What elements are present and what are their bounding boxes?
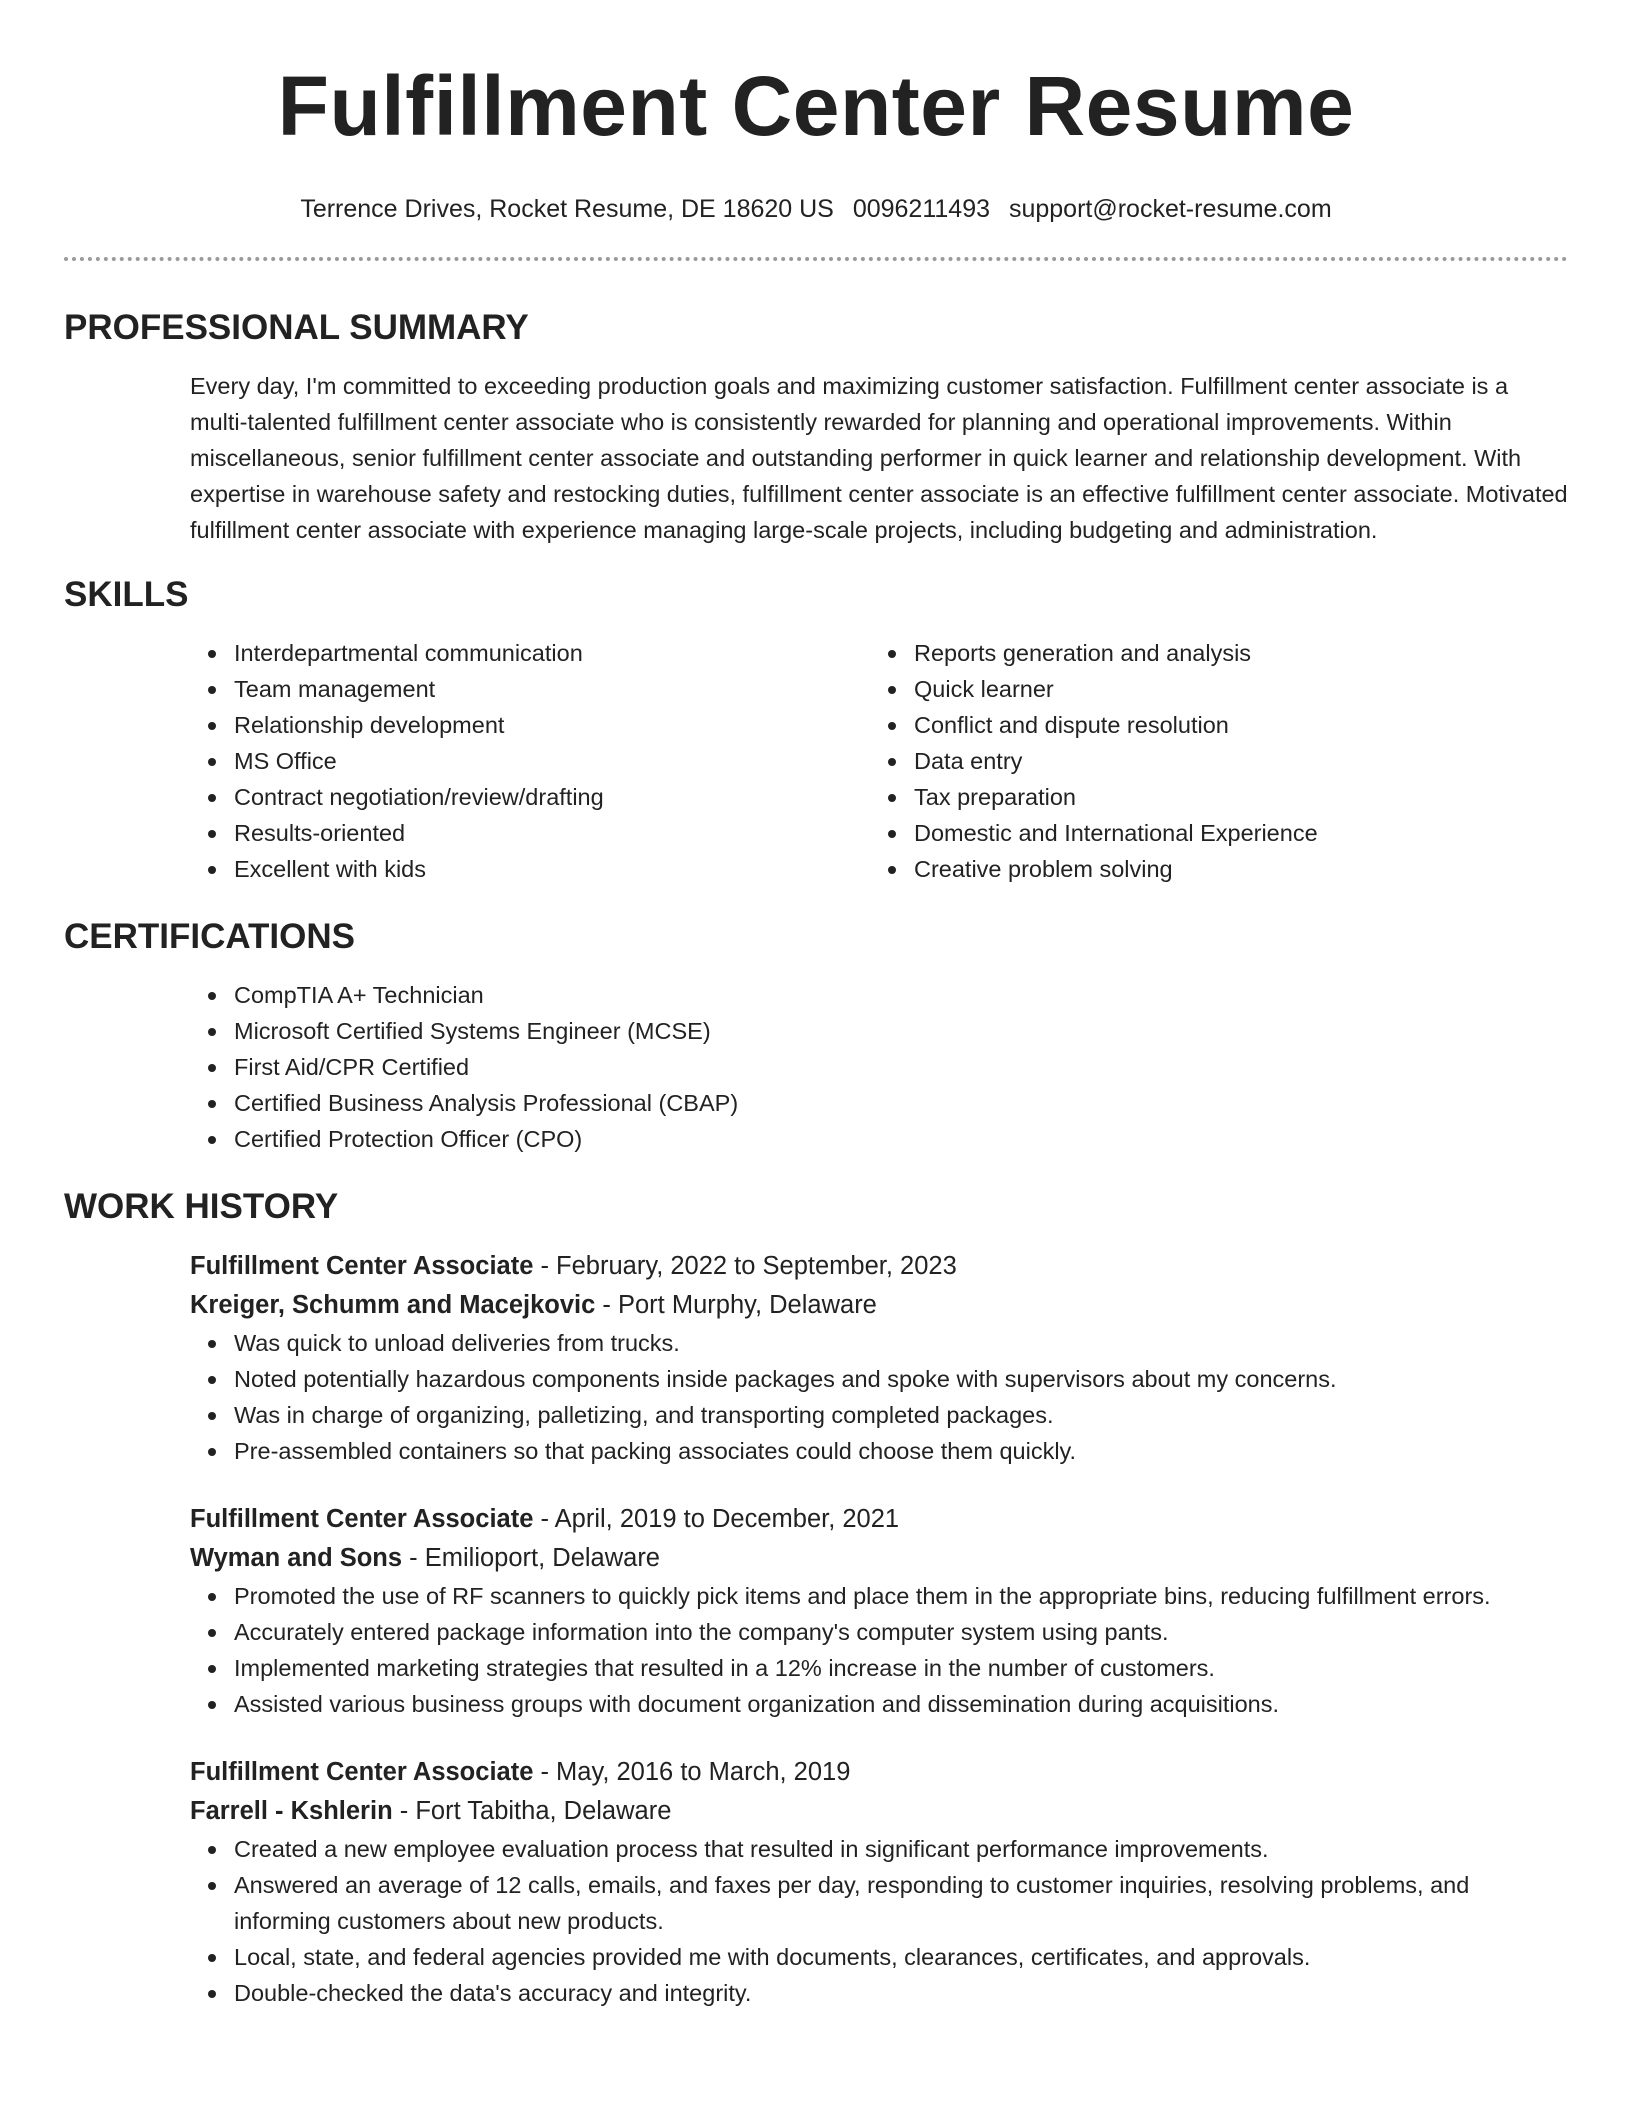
summary-text: Every day, I'm committed to exceeding production goals and maximizing customer satisfaction. Fulfillment center associate is a multi-talented fulfillment center associate who is consistently rewarded for planning and operational improvements. Within miscellaneous, senior fulfillment center associate and outstanding performer in quick learner and relationship development. With expertise in warehouse safety and restocking duties, fulfillment center associate is an effective fulfillment center associate. Motivated fulfillment center associate with experience managing large-scale projects, including budgeting and administration. xyxy=(190,373,1568,543)
job-dates: - February, 2022 to September, 2023 xyxy=(533,1252,957,1280)
job-company: Wyman and Sons xyxy=(190,1544,403,1572)
job-bullets xyxy=(190,1325,1568,1469)
work-history-heading: WORK HISTORY xyxy=(64,1187,339,1226)
certifications-list xyxy=(190,977,1568,1157)
skills-list-right xyxy=(870,635,1550,887)
certification-item: Certified Protection Officer (CPO) xyxy=(234,1121,1568,1157)
job-bullet: Pre-assembled containers so that packing associates could choose them quickly. xyxy=(234,1433,1568,1469)
skill-item: Conflict and dispute resolution xyxy=(914,707,1550,743)
skill-item: Relationship development xyxy=(234,707,870,743)
skills-column-left xyxy=(190,635,870,887)
job-title: Fulfillment Center Associate xyxy=(190,1505,534,1533)
skill-item: Results-oriented xyxy=(234,815,870,851)
job-bullet: Created a new employee evaluation process that resulted in significant performance improvements. xyxy=(234,1831,1568,1867)
skills-heading: SKILLS xyxy=(64,575,189,614)
job-location: - Emilioport, Delaware xyxy=(402,1544,660,1572)
job-dates: - May, 2016 to March, 2019 xyxy=(533,1758,851,1786)
job-company: Farrell - Kshlerin xyxy=(190,1797,393,1825)
job-location: - Fort Tabitha, Delaware xyxy=(392,1797,672,1825)
job-company-line xyxy=(190,1792,1568,1831)
job-bullet: Answered an average of 12 calls, emails, and faxes per day, responding to customer inquiries, resolving problems, and informing customers about new products. xyxy=(234,1867,1568,1939)
skill-item: MS Office xyxy=(234,743,870,779)
skill-item: Data entry xyxy=(914,743,1550,779)
job-bullet: Implemented marketing strategies that resulted in a 12% increase in the number of customers. xyxy=(234,1650,1568,1686)
summary-heading: PROFESSIONAL SUMMARY xyxy=(64,308,529,347)
job-bullet: Local, state, and federal agencies provided me with documents, clearances, certificates, and approvals. xyxy=(234,1939,1568,1975)
job-bullet: Double-checked the data's accuracy and integrity. xyxy=(234,1975,1568,2011)
job-company-line xyxy=(190,1286,1568,1325)
skill-item: Contract negotiation/review/drafting xyxy=(234,779,870,815)
contact-line xyxy=(64,194,1568,224)
contact-address: Terrence Drives, Rocket Resume, DE 18620 US xyxy=(300,195,834,223)
skill-item: Domestic and International Experience xyxy=(914,815,1550,851)
contact-email: support@rocket-resume.com xyxy=(1008,195,1332,223)
job-bullet: Was quick to unload deliveries from trucks. xyxy=(234,1325,1568,1361)
certification-item: First Aid/CPR Certified xyxy=(234,1049,1568,1085)
skill-item: Tax preparation xyxy=(914,779,1550,815)
contact-phone: 0096211493 xyxy=(852,195,990,223)
job-title: Fulfillment Center Associate xyxy=(190,1758,534,1786)
certifications-block xyxy=(190,977,1568,1157)
job-dates: - April, 2019 to December, 2021 xyxy=(533,1505,900,1533)
skill-item: Team management xyxy=(234,671,870,707)
job-bullet: Promoted the use of RF scanners to quickly pick items and place them in the appropriate bins, reducing fulfillment errors. xyxy=(234,1578,1568,1614)
job-bullets xyxy=(190,1578,1568,1722)
job-title: Fulfillment Center Associate xyxy=(190,1252,534,1280)
skill-item: Reports generation and analysis xyxy=(914,635,1550,671)
skills-list-left xyxy=(190,635,870,887)
job-bullet: Assisted various business groups with document organization and dissemination during acquisitions. xyxy=(234,1686,1568,1722)
certification-item: Microsoft Certified Systems Engineer (MCSE) xyxy=(234,1013,1568,1049)
job-bullet: Accurately entered package information into the company's computer system using pants. xyxy=(234,1614,1568,1650)
job-entry xyxy=(190,1247,1568,1469)
job-bullets xyxy=(190,1831,1568,2011)
job-title-line xyxy=(190,1247,1568,1286)
skill-item: Interdepartmental communication xyxy=(234,635,870,671)
job-entry xyxy=(190,1500,1568,1722)
skill-item: Excellent with kids xyxy=(234,851,870,887)
job-entry xyxy=(190,1753,1568,2011)
job-company: Kreiger, Schumm and Macejkovic xyxy=(190,1291,596,1319)
skills-column-right xyxy=(870,635,1550,887)
job-location: - Port Murphy, Delaware xyxy=(595,1291,877,1319)
resume-title: Fulfillment Center Resume xyxy=(277,59,1355,153)
certification-item: CompTIA A+ Technician xyxy=(234,977,1568,1013)
certifications-heading: CERTIFICATIONS xyxy=(64,917,356,956)
job-company-line xyxy=(190,1539,1568,1578)
skills-grid xyxy=(190,635,1568,887)
job-title-line xyxy=(190,1753,1568,1792)
certification-item: Certified Business Analysis Professional (CBAP) xyxy=(234,1085,1568,1121)
job-title-line xyxy=(190,1500,1568,1539)
job-bullet: Was in charge of organizing, palletizing, and transporting completed packages. xyxy=(234,1397,1568,1433)
skill-item: Quick learner xyxy=(914,671,1550,707)
job-bullet: Noted potentially hazardous components inside packages and spoke with supervisors about my concerns. xyxy=(234,1361,1568,1397)
skill-item: Creative problem solving xyxy=(914,851,1550,887)
header-divider xyxy=(64,257,1568,261)
